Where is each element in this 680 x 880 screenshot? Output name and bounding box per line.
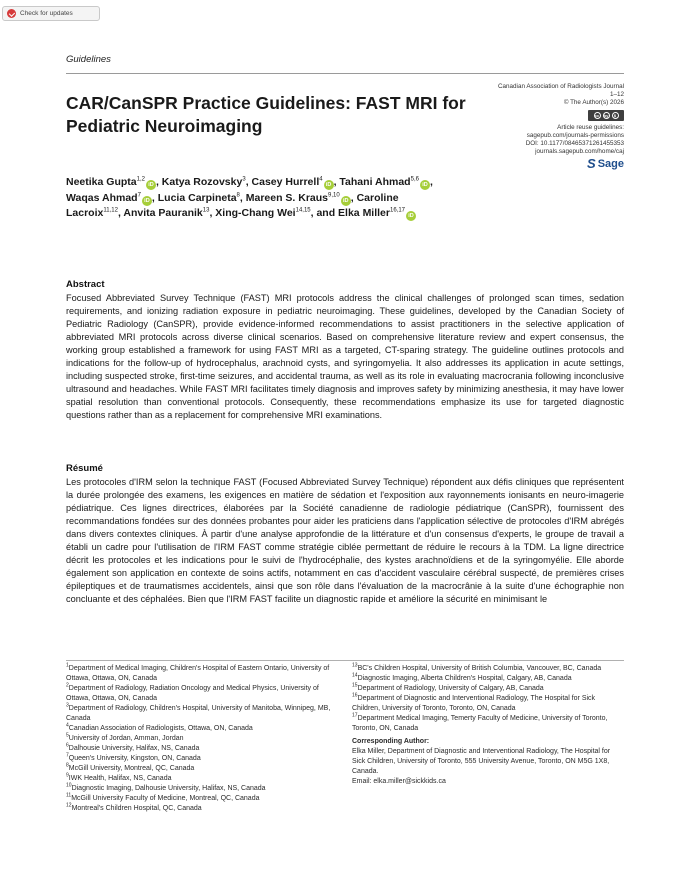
affiliation-number: 8 xyxy=(66,762,69,769)
author-affiliation-marker: 8 xyxy=(236,192,240,198)
affiliation-number: 17 xyxy=(352,712,358,719)
affiliation-text: Department of Radiology, University of Calgary, AB, Canada xyxy=(357,685,544,692)
author-separator: , xyxy=(350,191,357,204)
author-name: Waqas Ahmad xyxy=(66,191,138,204)
affiliation-text: Diagnostic Imaging, Alberta Children's Hospital, Calgary, AB, Canada xyxy=(357,675,572,682)
affiliation-text: Montreal's Children Hospital, QC, Canada xyxy=(71,805,202,812)
affiliation-text: Department of Radiology, Children's Hospital, University of Manitoba, Winnipeg, MB, Canada xyxy=(66,705,331,722)
publisher-name: Sage xyxy=(597,158,624,171)
author-affiliation-marker: 13 xyxy=(202,207,210,214)
author-name: Tahani Ahmad xyxy=(339,176,411,188)
reuse-label: Article reuse guidelines: xyxy=(557,123,624,131)
affiliation-item xyxy=(352,684,624,694)
page-range: 1–12 xyxy=(609,91,624,99)
resume-heading: Résumé xyxy=(66,463,103,474)
affiliation-item xyxy=(66,684,336,704)
abstract-text: Focused Abbreviated Survey Technique (FAST) MRI protocols address the clinical challenges of prolonged scan times, sedation requirements, and ionizing radiation exposure in pediatric neuroimaging. These guidelines, developed by the Canadian Society of Pediatric Radiology (CanSPR), provide evidence-informed recommendations to assist practitioners in the selective application of abbreviated MRI protocols across diverse clinical scenarios. Based on comprehensive literature review and expert consensus, the working group established a framework for using FAST MRI as a targeted, CT-sparing strategy. The guideline outlines protocols and indications for the follow-up of hydrocephalus, arachnoid cysts, and syringomyelia. It also addresses its application in acute settings, including suspected stroke, first-time seizures, and accidental trauma, as well as its role in evaluating macrocrania following inconclusive ultrasound and headaches. While FAST MRI facilitates timely diagnosis and improves safety by minimizing anesthesia, it may have lower spatial resolution than conventional protocols. Consequently, these recommendations emphasize its use for targeted diagnostic questions rather than as a replacement for comprehensive MRI examinations. xyxy=(66,293,624,420)
affiliation-item xyxy=(66,764,336,774)
author-name: Casey Hurrell xyxy=(251,176,320,188)
author-affiliation-marker: 16,17 xyxy=(390,207,406,214)
affiliation-number: 16 xyxy=(352,692,358,699)
author-affiliation-marker: 9,10 xyxy=(328,192,340,198)
author-name: Mareen S. Kraus xyxy=(245,191,329,204)
author-separator: , xyxy=(245,176,252,188)
affiliation-text: McGill University, Montreal, QC, Canada xyxy=(68,765,195,772)
affiliation-text: Dalhousie University, Halifax, NS, Canada xyxy=(68,745,200,752)
affiliation-text: University of Jordan, Amman, Jordan xyxy=(68,735,184,742)
affiliation-item xyxy=(352,664,624,674)
journal-home-link[interactable]: journals.sagepub.com/home/caj xyxy=(535,148,624,156)
abstract-section xyxy=(66,279,624,422)
author-affiliation-marker: 5,6 xyxy=(410,176,419,183)
affiliation-text: Department of Radiology, Radiation Oncology and Medical Physics, University of Ottawa, Ottawa, ON, Canada xyxy=(66,685,319,702)
sage-logo-icon: S Sage xyxy=(587,156,624,172)
affiliation-item xyxy=(66,734,336,744)
reuse-link[interactable]: sagepub.com/journals-permissions xyxy=(526,131,624,139)
affiliation-text: BC's Children Hospital, University of British Columbia, Vancouver, BC, Canada xyxy=(357,665,602,672)
author-list xyxy=(66,175,446,222)
orcid-icon[interactable]: iD xyxy=(146,180,156,190)
author-separator: , xyxy=(155,176,162,188)
affiliation-number: 13 xyxy=(352,662,358,669)
affiliation-text: McGill University Faculty of Medicine, Montreal, QC, Canada xyxy=(71,795,260,802)
affiliation-item xyxy=(66,774,336,784)
author-affiliation-marker: 1,2 xyxy=(136,176,145,183)
affiliation-number: 5 xyxy=(66,732,69,739)
affiliations-right xyxy=(352,664,624,787)
affiliation-number: 14 xyxy=(352,672,358,679)
affiliation-text: Queen's University, Kingston, ON, Canada xyxy=(68,755,201,762)
affiliation-number: 11 xyxy=(66,792,72,799)
corresponding-heading: Corresponding Author: xyxy=(352,738,430,745)
check-updates-icon xyxy=(7,9,16,18)
affiliation-text: Canadian Association of Radiologists, Ottawa, ON, Canada xyxy=(68,725,253,732)
affiliation-text: Diagnostic Imaging, Dalhousie University, Halifax, NS, Canada xyxy=(71,785,266,792)
author[interactable] xyxy=(158,192,240,204)
abstract-heading: Abstract xyxy=(66,279,105,290)
affiliation-item xyxy=(66,804,336,814)
affiliation-number: 15 xyxy=(352,682,358,689)
section-label: Guidelines xyxy=(66,54,111,65)
corresponding-text: Elka Miller, Department of Diagnostic and Interventional Radiology, The Hospital for Sick Children, University of Toronto, 555 University Avenue, Toronto, ON M5G 1X8, Canada. xyxy=(352,748,611,775)
affiliation-number: 9 xyxy=(66,772,69,779)
author-separator: , xyxy=(117,207,124,219)
orcid-icon[interactable]: iD xyxy=(420,180,430,190)
affiliation-number: 7 xyxy=(66,752,69,759)
author[interactable] xyxy=(246,192,351,204)
affiliation-item xyxy=(66,784,336,794)
author[interactable] xyxy=(162,176,246,188)
affiliation-number: 12 xyxy=(66,802,72,809)
journal-name: Canadian Association of Radiologists Journal xyxy=(497,83,624,90)
author-separator: , xyxy=(209,207,216,219)
author-name: Caroline Lacroix xyxy=(66,191,399,219)
resume-section xyxy=(66,463,624,633)
affiliation-text: IWK Health, Halifax, NS, Canada xyxy=(68,775,172,782)
affiliations-left xyxy=(66,664,336,814)
affiliation-item xyxy=(66,754,336,764)
author-affiliation-marker: 14,15 xyxy=(295,207,311,214)
affiliation-item xyxy=(352,674,624,684)
journal-info xyxy=(474,83,624,172)
author-name: Anvita Pauranik xyxy=(123,207,203,219)
check-for-updates-badge[interactable] xyxy=(2,6,100,21)
author-name: Katya Rozovsky xyxy=(161,176,243,188)
orcid-icon[interactable]: iD xyxy=(341,196,351,206)
author-name: Elka Miller xyxy=(338,207,390,219)
affiliation-text: Department Medical Imaging, Temerty Faculty of Medicine, University of Toronto, Toronto, ON, Canada xyxy=(352,715,608,732)
author[interactable] xyxy=(66,192,152,204)
author[interactable] xyxy=(123,207,209,219)
affiliation-number: 6 xyxy=(66,742,69,749)
author-affiliation-marker: 4 xyxy=(319,176,323,183)
copyright: © The Author(s) 2026 xyxy=(563,99,624,107)
author-name: Xing-Chang Wei xyxy=(215,207,296,219)
author[interactable] xyxy=(338,207,416,219)
author-separator: , xyxy=(151,191,158,204)
affiliation-item xyxy=(66,724,336,734)
resume-text: Les protocoles d'IRM selon la technique FAST (Focused Abbreviated Survey Technique) répondent aux défis cliniques que représentent la durée prolongée des examens, les exigences en matière de sédation et l'exposition aux rayonnements ionisants en neuro-imagerie pédiatrique. Ces lignes directrices, élaborées par la Société canadienne de radiologie pédiatrique (CanSPR), fournissent des recommandations fondées sur des données probantes pour aider les praticiens dans l'application sélective de protocoles d'IRM abrégés dans divers contextes cliniques. À partir d'une analyse approfondie de la littérature et d'un consensus d'experts, le groupe de travail a établi un cadre pour l'utilisation de l'IRM FAST comme stratégie ciblée permettant de réduire le recours à la TDM. La ligne directrice décrit les protocoles et les indications pour le suivi de l'hydrocéphalie, des kystes arachnoïdiens et de la syringomyélie. Elle aborde également son application en contexte de soins actifs, notamment en cas d'accident vasculaire cérébral suspecté, de premières crises épileptiques et de traumatismes accidentels, ainsi que son rôle dans l'évaluation de la macrocrânie à la suite d'une échographie non concluante et des céphalées. Bien que l'IRM FAST facilite un diagnostic rapide et améliore la sécurité en minimisant le xyxy=(66,477,624,604)
affiliation-number: 2 xyxy=(66,682,69,689)
affiliation-text: Department of Medical Imaging, Children's Hospital of Eastern Ontario, University of Ottawa, Ottawa, ON, Canada xyxy=(66,665,330,682)
author[interactable] xyxy=(252,176,334,188)
affiliation-item xyxy=(66,664,336,684)
article-title: CAR/CanSPR Practice Guidelines: FAST MRI for Pediatric Neuroimaging xyxy=(66,93,466,136)
cc-by-icon[interactable]: cc by $ xyxy=(588,110,624,121)
author[interactable] xyxy=(215,207,310,219)
affiliation-item xyxy=(352,714,624,734)
affiliation-number: 10 xyxy=(66,782,72,789)
affiliation-number: 4 xyxy=(66,722,69,729)
author[interactable] xyxy=(339,176,430,188)
affiliation-text: Department of Diagnostic and Interventional Radiology, The Hospital for Sick Children, University of Toronto, Toronto, ON, Canada xyxy=(352,695,596,712)
author-name: Lucia Carpineta xyxy=(157,191,237,204)
author-separator: , and xyxy=(310,207,339,219)
affiliation-item xyxy=(66,704,336,724)
footnote-divider xyxy=(66,660,624,661)
affiliation-number: 3 xyxy=(66,702,69,709)
corresponding-email[interactable]: Email: elka.miller@sickkids.ca xyxy=(352,778,446,785)
orcid-icon[interactable]: iD xyxy=(324,180,334,190)
affiliation-number: 1 xyxy=(66,662,69,669)
author-separator: , xyxy=(429,176,433,188)
author-name: Neetika Gupta xyxy=(66,176,137,188)
check-updates-label: Check for updates xyxy=(20,10,73,17)
author-affiliation-marker: 7 xyxy=(137,192,141,198)
author-separator: , xyxy=(239,191,246,204)
affiliation-item xyxy=(66,744,336,754)
header-divider xyxy=(66,73,624,74)
orcid-icon[interactable]: iD xyxy=(142,196,152,206)
orcid-icon[interactable]: iD xyxy=(406,211,416,221)
author[interactable] xyxy=(66,176,156,188)
doi[interactable]: DOI: 10.1177/08465371261455353 xyxy=(525,140,624,148)
affiliation-item xyxy=(352,694,624,714)
author-separator: , xyxy=(333,176,340,188)
author-affiliation-marker: 3 xyxy=(242,176,246,183)
affiliation-item xyxy=(66,794,336,804)
author-affiliation-marker: 11,12 xyxy=(103,207,118,214)
